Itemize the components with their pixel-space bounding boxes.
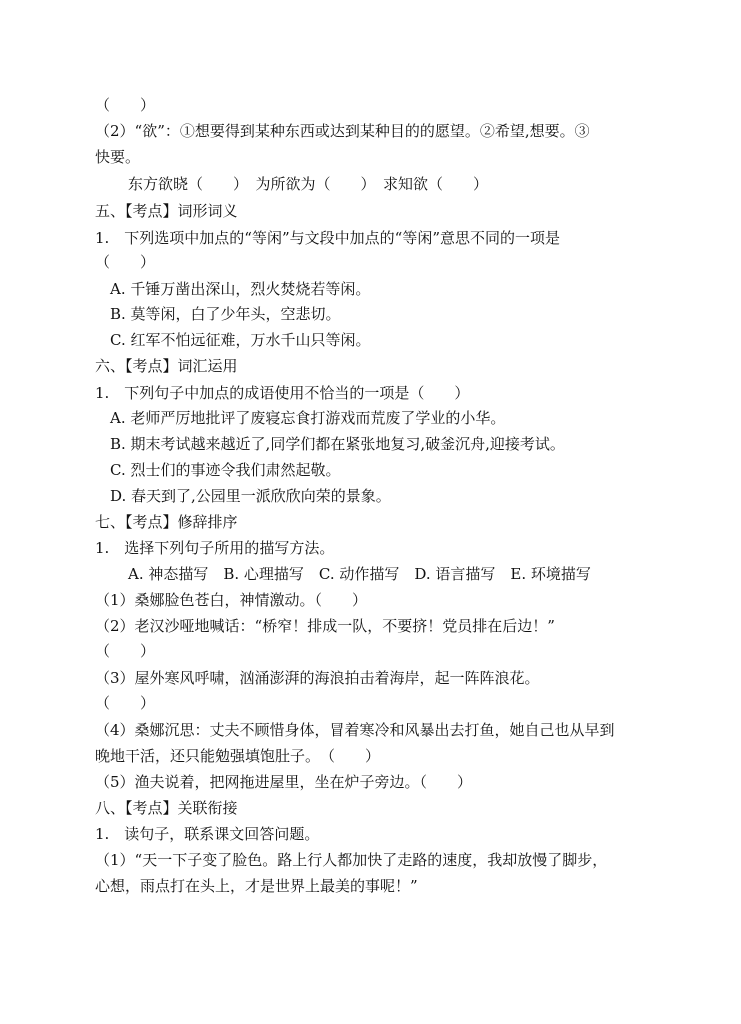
definition-yu: （2）“欲”：①想要得到某种东西或达到某种目的的愿望。②希望,想要。③ [95, 122, 590, 140]
quote-1: （1）“天一下子变了脸色。路上行人都加快了走路的速度，我却放慢了脚步， [95, 851, 608, 869]
definition-yu-cont: 快要。 [95, 148, 141, 166]
question-7-1: 1. 选择下列句子所用的描写方法。 [95, 539, 335, 557]
sentence-4: （4）桑娜沉思：丈夫不顾惜身体，冒着寒冷和风暴出去打鱼，她自己也从早到 [95, 721, 615, 739]
question-5-1: 1. 下列选项中加点的“等闲”与文段中加点的“等闲”意思不同的一项是 [95, 229, 560, 247]
section-heading-5: 五、【考点】词形词义 [95, 202, 238, 220]
option-c: C. 红军不怕远征难，万水千山只等闲。 [110, 331, 371, 349]
option-a: A. 千锤万凿出深山，烈火焚烧若等闲。 [110, 280, 371, 298]
quote-1-cont: 心想，雨点打在头上，才是世界上最美的事呢！” [95, 877, 418, 895]
option-a: A. 老师严厉地批评了废寝忘食打游戏而荒废了学业的小华。 [110, 409, 506, 427]
sentence-5: （5）渔夫说着，把网拖进屋里，坐在炉子旁边。（ ） [95, 773, 473, 791]
option-c: C. 烈士们的事迹令我们肃然起敬。 [110, 461, 341, 479]
sentence-2: （2）老汉沙哑地喊话：“桥窄！排成一队，不要挤！党员排在后边！” [95, 617, 555, 635]
option-b: B. 莫等闲，白了少年头，空悲切。 [110, 305, 341, 323]
description-options: A. 神态描写 B. 心理描写 C. 动作描写 D. 语言描写 E. 环境描写 [128, 565, 591, 583]
question-6-1: 1. 下列句子中加点的成语使用不恰当的一项是（ ） [95, 384, 470, 402]
sentence-3: （3）屋外寒风呼啸，汹涌澎湃的海浪拍击着海岸，起一阵阵浪花。 [95, 669, 540, 687]
yu-examples: 东方欲晓（ ） 为所欲为（ ） 求知欲（ ） [128, 175, 489, 193]
option-b: B. 期末考试越来越近了,同学们都在紧张地复习,破釜沉舟,迎接考试。 [110, 435, 565, 453]
sentence-4-cont: 晚地干活，还只能勉强填饱肚子。 （ ） [95, 747, 381, 765]
section-heading-7: 七、【考点】修辞排序 [95, 513, 238, 531]
section-heading-8: 八、【考点】关联衔接 [95, 799, 238, 817]
answer-blank-line: （ ） [95, 96, 156, 114]
answer-blank-line: （ ） [95, 642, 156, 660]
answer-blank-line: （ ） [95, 253, 156, 271]
sentence-1: （1）桑娜脸色苍白，神情激动。（ ） [95, 591, 368, 609]
option-d: D. 春天到了,公园里一派欣欣向荣的景象。 [110, 487, 391, 505]
answer-blank-line: （ ） [95, 694, 156, 712]
section-heading-6: 六、【考点】词汇运用 [95, 357, 238, 375]
question-8-1: 1. 读句子，联系课文回答问题。 [95, 825, 320, 843]
